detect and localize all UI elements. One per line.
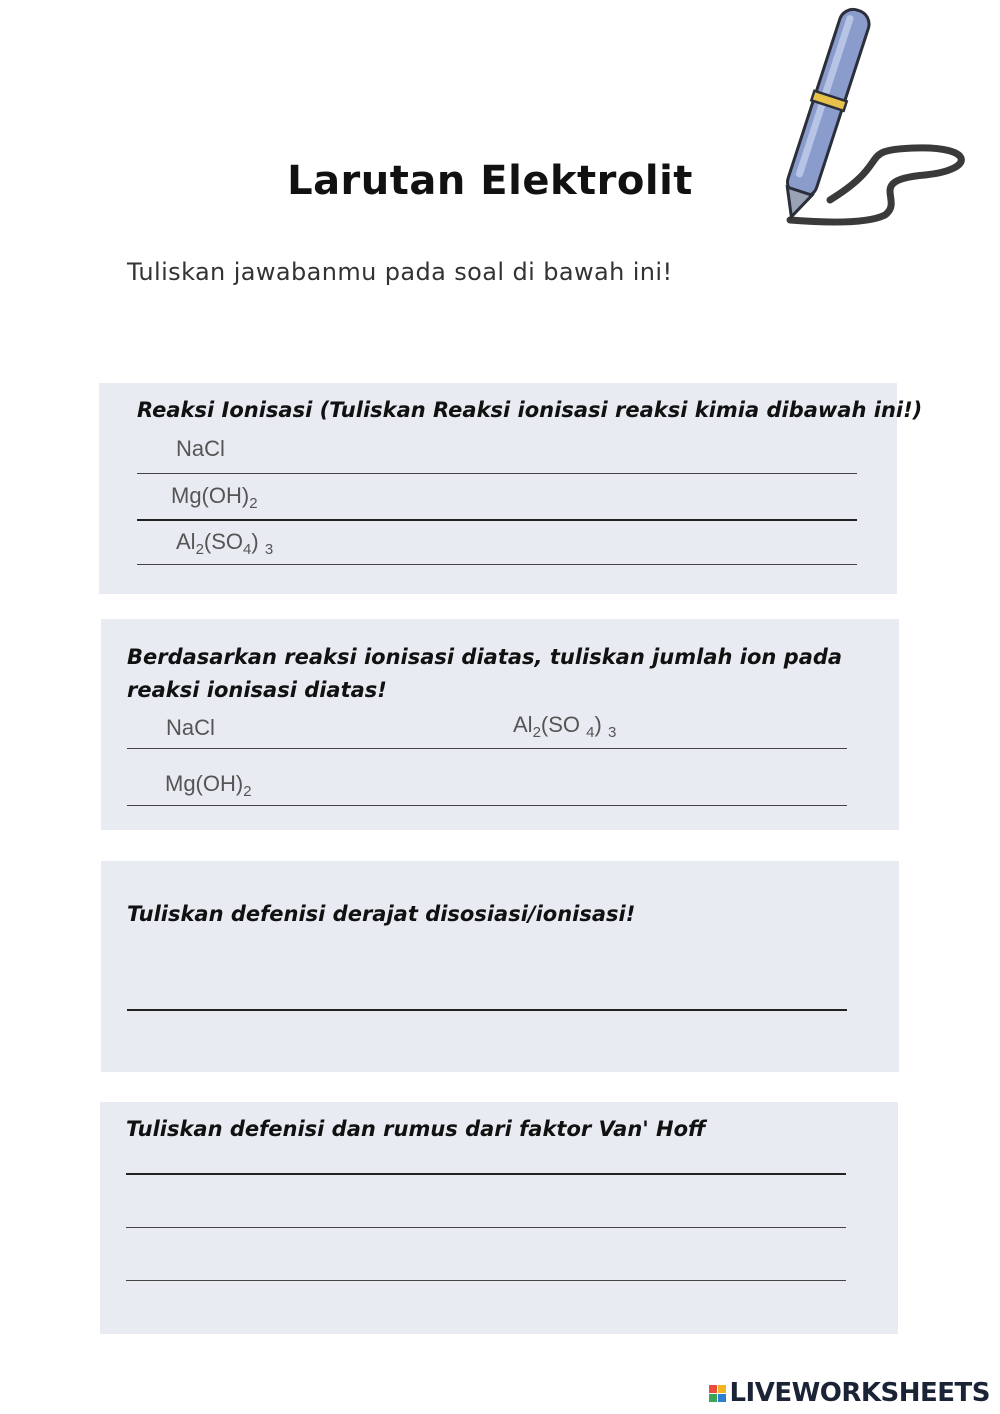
liveworksheets-logo-icon — [709, 1385, 726, 1402]
formula-mgoh2: $Mg(OH)_2$ — [171, 483, 258, 512]
answer-line-row1[interactable] — [127, 748, 847, 749]
formula-mgoh2-2: $Mg(OH)_2$ — [165, 771, 252, 800]
pen-icon — [775, 0, 985, 230]
section1-heading: Reaksi Ionisasi (Tuliskan Reaksi ionisasi reaksi kimia dibawah ini!) — [137, 398, 923, 422]
section-dissociation-degree — [101, 861, 899, 1072]
section-vant-hoff — [100, 1102, 898, 1334]
section4-heading: Tuliskan defenisi dan rumus dari faktor Van' Hoff — [126, 1117, 706, 1141]
liveworksheets-logo — [709, 1378, 990, 1408]
section2-heading-line2: reaksi ionisasi diatas! — [127, 678, 387, 702]
section-ion-count — [101, 619, 899, 830]
answer-line-vanthoff-2[interactable] — [126, 1227, 846, 1228]
answer-line-mgoh2[interactable] — [137, 519, 857, 521]
answer-line-al2so43[interactable] — [137, 564, 857, 565]
formula-nacl: NaCl — [176, 436, 225, 461]
section3-heading: Tuliskan defenisi derajat disosiasi/ionisasi! — [127, 902, 636, 926]
formula-al2so43-2: $Al_2(SO$ $_4$) $_3$ — [513, 712, 617, 741]
formula-al2so43: $Al_2(SO_4)$ $_3$ — [176, 529, 274, 558]
answer-line-row2[interactable] — [127, 805, 847, 806]
section2-heading-line1: Berdasarkan reaksi ionisasi diatas, tuliskan jumlah ion pada — [127, 645, 843, 669]
instruction-text: Tuliskan jawabanmu pada soal di bawah ini! — [127, 258, 673, 286]
section-ionization-reaction — [99, 383, 923, 594]
answer-line-nacl[interactable] — [137, 473, 857, 474]
answer-line-vanthoff-3[interactable] — [126, 1280, 846, 1281]
page-title: Larutan Elektrolit — [287, 158, 693, 204]
answer-line-vanthoff-1[interactable] — [126, 1173, 846, 1175]
logo-text: LIVEWORKSHEETS — [729, 1378, 990, 1408]
answer-line-dissociation[interactable] — [127, 1009, 847, 1011]
formula-nacl-2: NaCl — [166, 715, 215, 740]
